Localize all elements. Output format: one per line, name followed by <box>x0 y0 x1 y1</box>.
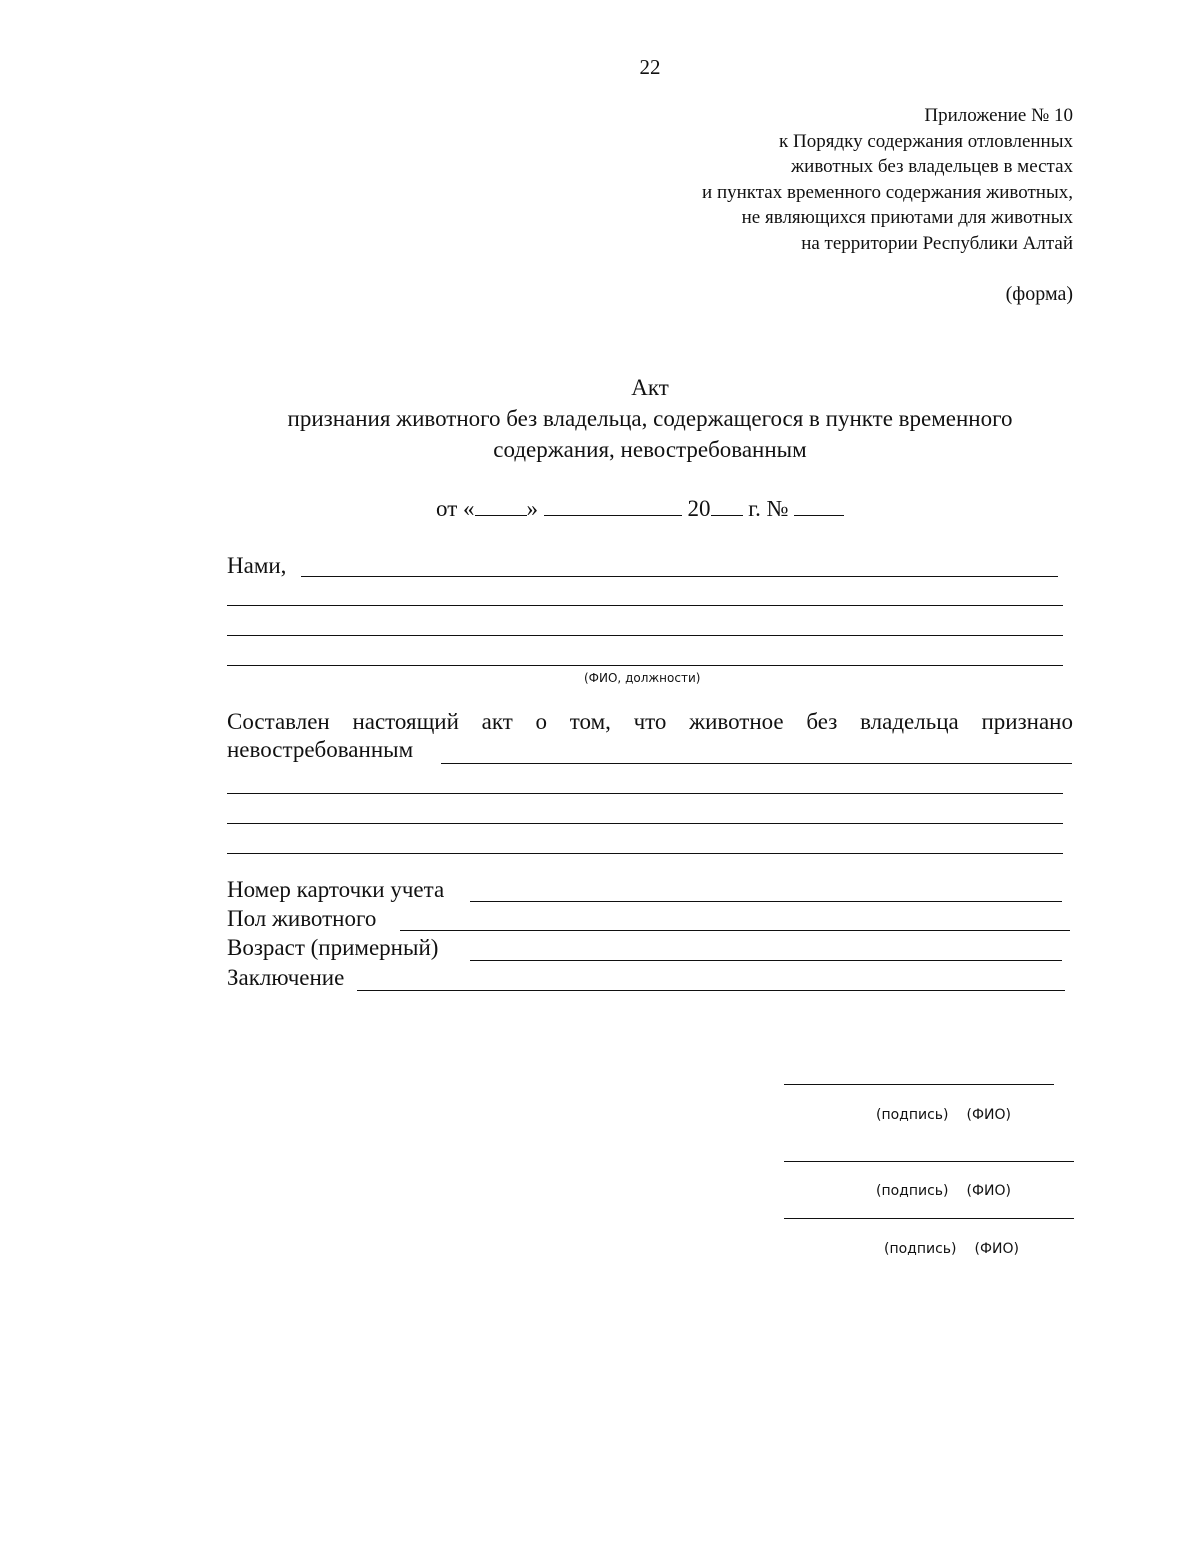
document-title <box>0 372 1200 465</box>
year-blank[interactable] <box>711 493 743 516</box>
signature-caption <box>876 1183 1011 1199</box>
signature-label: (подпись) <box>876 1183 949 1199</box>
appendix-line: Приложение № 10 <box>924 105 1073 126</box>
year-prefix: 20 <box>687 496 711 521</box>
name-label: (ФИО) <box>966 1183 1011 1199</box>
day-blank[interactable] <box>475 493 527 516</box>
date-from-label: от « <box>436 496 475 521</box>
form-label: (форма) <box>1005 283 1073 305</box>
statement-line[interactable] <box>227 853 1063 854</box>
appendix-line: и пунктах временного содержания животных, <box>702 181 1073 203</box>
name-label: (ФИО) <box>966 1107 1011 1123</box>
signature-caption <box>884 1241 1019 1257</box>
signature-line[interactable] <box>784 1218 1074 1219</box>
card-number-field[interactable] <box>470 901 1062 902</box>
name-label: (ФИО) <box>974 1241 1019 1257</box>
title-line: Акт <box>631 375 669 400</box>
month-blank[interactable] <box>544 493 682 516</box>
title-line: содержания, невостребованным <box>493 437 807 462</box>
appendix-line: не являющихся приютами для животных <box>741 207 1073 228</box>
statement-line-1: Составлен настоящий акт о том, что животное без владельца признано <box>227 709 1073 734</box>
sex-label: Пол животного <box>227 906 377 931</box>
appendix-line: животных без владельцев в местах <box>791 156 1073 177</box>
appendix-line: на территории Республики Алтай <box>801 232 1073 254</box>
sex-field[interactable] <box>400 930 1070 931</box>
by-us-line[interactable] <box>301 576 1058 577</box>
statement-line[interactable] <box>227 793 1063 794</box>
by-us-line[interactable] <box>227 605 1063 606</box>
signature-label: (подпись) <box>884 1241 957 1257</box>
statement-line[interactable] <box>441 763 1072 764</box>
by-us-line[interactable] <box>227 665 1063 666</box>
title-line: признания животного без владельца, содержащегося в пункте временного <box>287 406 1013 431</box>
conclusion-label: Заключение <box>227 965 345 990</box>
number-blank[interactable] <box>794 493 844 516</box>
card-number-label: Номер карточки учета <box>227 877 445 902</box>
signature-line[interactable] <box>784 1161 1074 1162</box>
date-line <box>436 493 844 522</box>
statement-line-2: невостребованным <box>227 737 414 762</box>
number-label: г. № <box>748 496 789 521</box>
appendix-line: к Порядку содержания отловленных <box>779 130 1073 152</box>
by-us-caption: (ФИО, должности) <box>584 671 701 685</box>
age-field[interactable] <box>470 960 1062 961</box>
age-label: Возраст (примерный) <box>227 935 439 960</box>
by-us-label: Нами, <box>227 553 287 578</box>
signature-line[interactable] <box>784 1084 1054 1085</box>
appendix-header <box>702 103 1073 256</box>
signature-caption <box>876 1107 1011 1123</box>
signature-label: (подпись) <box>876 1107 949 1123</box>
date-close-quote: » <box>526 496 538 521</box>
page-number: 22 <box>639 55 661 79</box>
conclusion-field[interactable] <box>357 990 1065 991</box>
statement-line[interactable] <box>227 823 1063 824</box>
by-us-line[interactable] <box>227 635 1063 636</box>
